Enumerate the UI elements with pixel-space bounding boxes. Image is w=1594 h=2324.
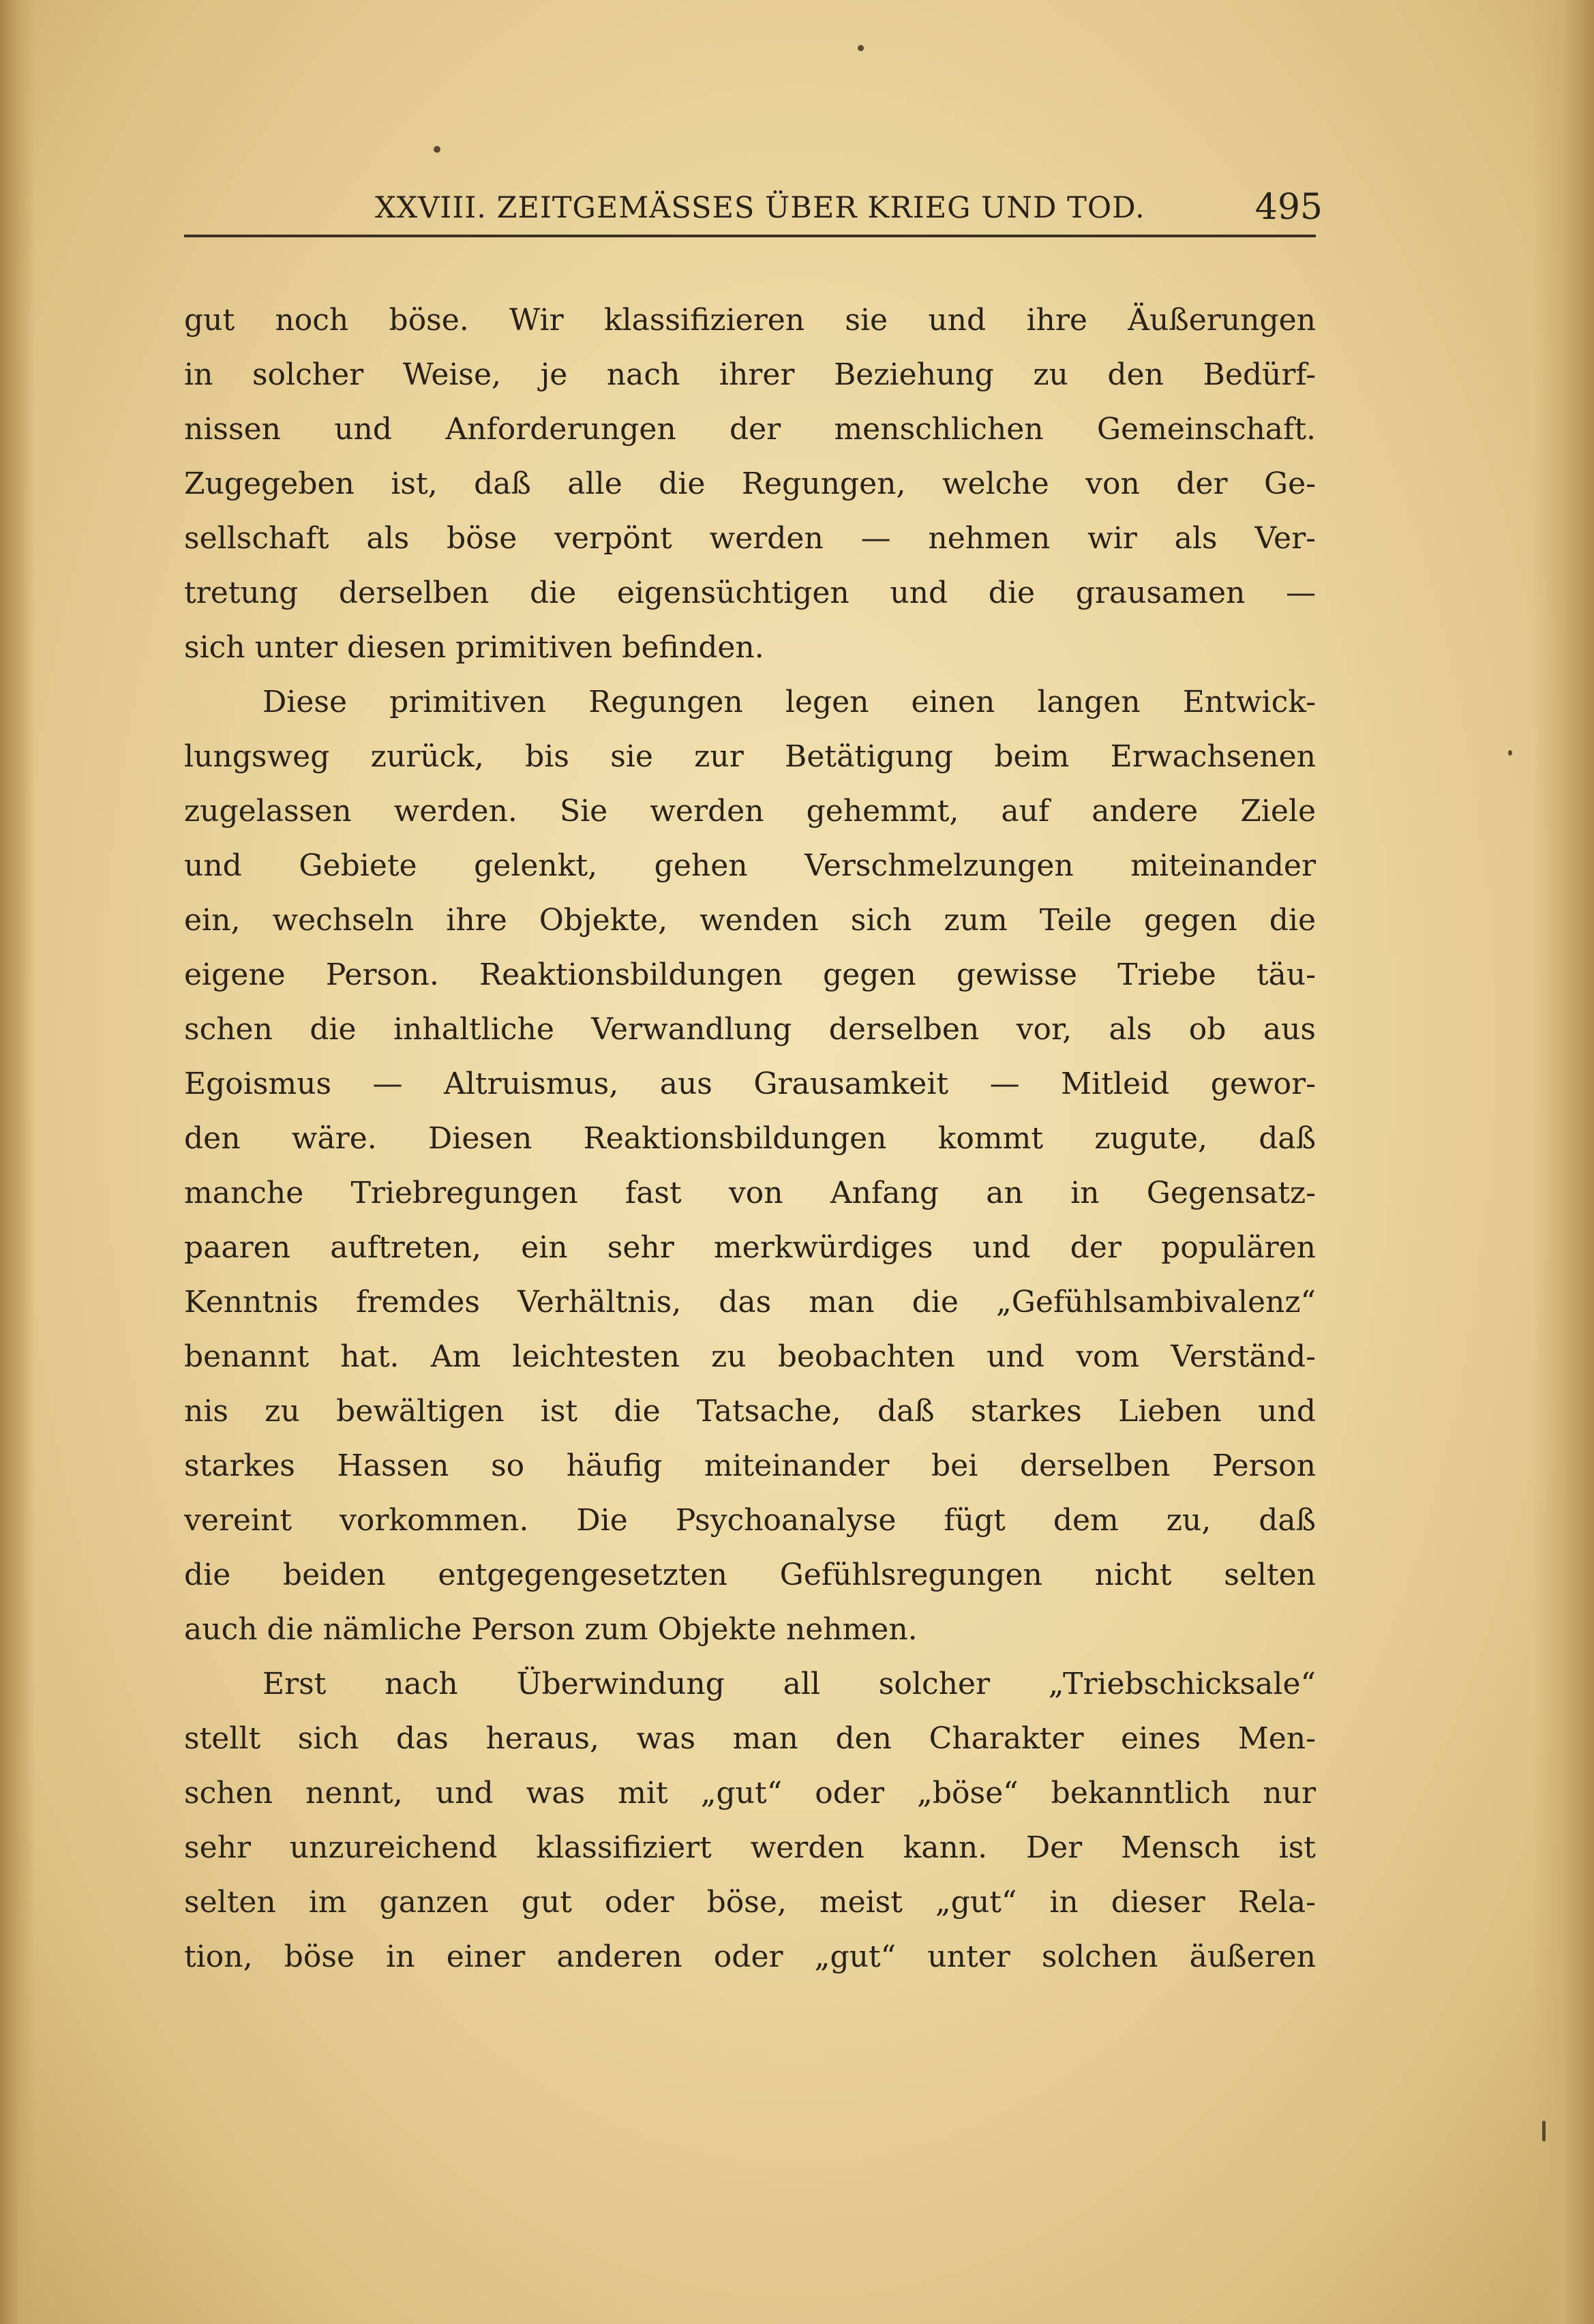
text-line: Diese primitiven Regungen legen einen langen Entwick- xyxy=(262,685,1316,719)
text-line: Erst nach Überwindung all solcher „Triebschicksale“ xyxy=(262,1667,1316,1701)
text-line: schen nennt, und was mit „gut“ oder „böse“ bekanntlich nur xyxy=(184,1776,1316,1811)
text-line: sehr unzureichend klassifiziert werden kann. Der Mensch ist xyxy=(184,1830,1316,1865)
running-head xyxy=(184,177,1323,228)
text-line: Egoismus — Altruismus, aus Grausamkeit — Mitleid gewor- xyxy=(184,1067,1316,1101)
text-line: ein, wechseln ihre Objekte, wenden sich zum Teile gegen die xyxy=(184,903,1316,938)
text-line: eigene Person. Reaktionsbildungen gegen gewisse Triebe täu- xyxy=(184,957,1316,992)
page-edge-left xyxy=(0,0,35,2324)
text-line: lungsweg zurück, bis sie zur Betätigung beim Erwachsenen xyxy=(184,739,1316,774)
text-line: manche Triebregungen fast von Anfang an in Gegensatz- xyxy=(184,1176,1316,1210)
text-line: die beiden entgegengesetzten Gefühlsregungen nicht selten xyxy=(184,1558,1316,1592)
running-head-title: XXVIII. ZEITGEMÄSSES ÜBER KRIEG UND TOD. xyxy=(375,191,1145,225)
book-page xyxy=(184,177,1323,1974)
text-line: stellt sich das heraus, was man den Charakter eines Men- xyxy=(184,1721,1316,1756)
text-line: sellschaft als böse verpönt werden — nehmen wir als Ver- xyxy=(184,521,1316,556)
text-line: nissen und Anforderungen der menschlichen Gemeinschaft. xyxy=(184,412,1316,447)
text-line: nis zu bewältigen ist die Tatsache, daß starkes Lieben und xyxy=(184,1394,1316,1429)
body-text xyxy=(184,293,1316,1984)
text-line: Zugegeben ist, daß alle die Regungen, welche von der Ge- xyxy=(184,466,1316,501)
text-line: sich unter diesen primitiven befinden. xyxy=(184,630,764,665)
text-line: gut noch böse. Wir klassifizieren sie und ihre Äußerungen xyxy=(184,303,1316,338)
ink-speck xyxy=(434,146,440,153)
text-line: benannt hat. Am leichtesten zu beobachten und vom Verständ- xyxy=(184,1339,1316,1374)
text-line: vereint vorkommen. Die Psychoanalyse fügt dem zu, daß xyxy=(184,1503,1316,1538)
header-rule xyxy=(184,235,1316,237)
text-line: starkes Hassen so häufig miteinander bei derselben Person xyxy=(184,1448,1316,1483)
text-line: Kenntnis fremdes Verhältnis, das man die „Gefühlsambivalenz“ xyxy=(184,1285,1316,1320)
page-edge-right xyxy=(1533,0,1594,2324)
ink-speck xyxy=(858,45,864,51)
text-line: in solcher Weise, je nach ihrer Beziehung zu den Bedürf- xyxy=(184,357,1316,392)
paragraph-2 xyxy=(184,675,1316,1657)
text-line: tretung derselben die eigensüchtigen und die grausamen — xyxy=(184,576,1316,610)
paragraph-3 xyxy=(184,1657,1316,1984)
text-line: den wäre. Diesen Reaktionsbildungen kommt zugute, daß xyxy=(184,1121,1316,1156)
ink-speck xyxy=(1542,2121,1546,2141)
text-line: paaren auftreten, ein sehr merkwürdiges und der populären xyxy=(184,1230,1316,1265)
ink-speck xyxy=(1508,750,1512,756)
text-line: selten im ganzen gut oder böse, meist „gut“ in dieser Rela- xyxy=(184,1885,1316,1920)
page-number: 495 xyxy=(1254,187,1323,228)
text-line: schen die inhaltliche Verwandlung derselben vor, als ob aus xyxy=(184,1012,1316,1047)
text-line: zugelassen werden. Sie werden gehemmt, auf andere Ziele xyxy=(184,794,1316,829)
text-line: tion, böse in einer anderen oder „gut“ unter solchen äußeren xyxy=(184,1939,1316,1974)
paragraph-1 xyxy=(184,293,1316,675)
text-line: und Gebiete gelenkt, gehen Verschmelzungen miteinander xyxy=(184,848,1316,883)
text-line: auch die nämliche Person zum Objekte nehmen. xyxy=(184,1612,918,1647)
